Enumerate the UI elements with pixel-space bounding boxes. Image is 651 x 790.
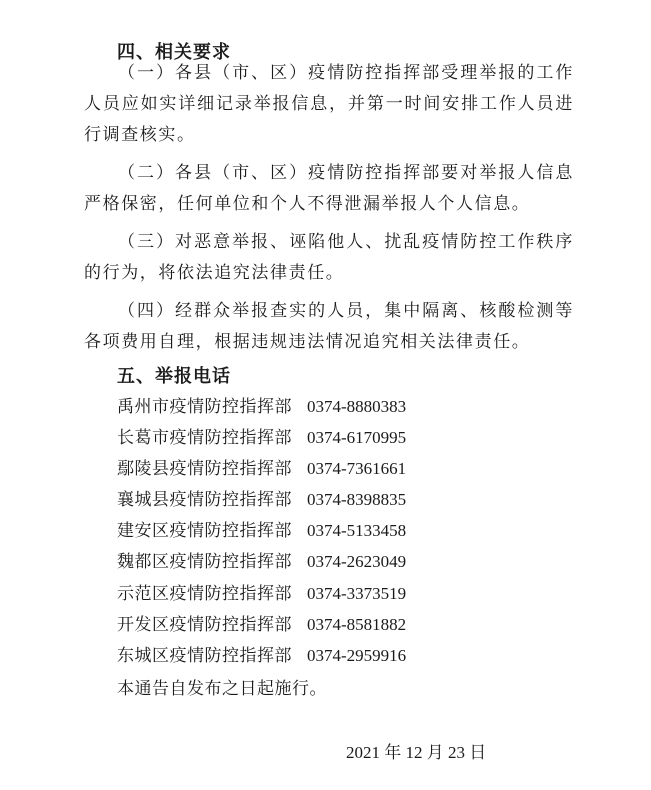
hotline-phone: 0374-6170995 <box>307 428 407 447</box>
hotline-row <box>117 487 406 513</box>
requirement-text-1: （一）各县（市、区）疫情防控指挥部受理举报的工作人员应如实详细记录举报信息，并第一时间安排工作人员进行调查核实。 <box>84 63 574 145</box>
hotline-org: 东城区疫情防控指挥部 <box>117 646 292 666</box>
requirement-paragraph-4 <box>84 296 574 358</box>
hotline-org: 禹州市疫情防控指挥部 <box>117 397 292 417</box>
hotline-org: 襄城县疫情防控指挥部 <box>117 490 292 510</box>
hotline-phone: 0374-2623049 <box>307 552 407 571</box>
requirement-text-3: （三）对恶意举报、诬陷他人、扰乱疫情防控工作秩序的行为，将依法追究法律责任。 <box>84 232 574 283</box>
hotline-row <box>117 456 406 482</box>
hotline-org: 长葛市疫情防控指挥部 <box>117 428 292 448</box>
hotline-phone: 0374-8398835 <box>307 490 407 509</box>
hotline-row <box>117 581 406 607</box>
hotline-row <box>117 549 406 575</box>
requirement-text-4: （四）经群众举报查实的人员，集中隔离、核酸检测等各项费用自理，根据违规违法情况追究相关法律责任。 <box>84 301 574 352</box>
hotline-row <box>117 425 406 451</box>
hotline-org: 鄢陵县疫情防控指挥部 <box>117 459 292 479</box>
section-5-heading: 五、举报电话 <box>117 366 231 387</box>
hotline-phone: 0374-3373519 <box>307 584 407 603</box>
closing-statement: 本通告自发布之日起施行。 <box>117 679 327 699</box>
hotline-row <box>117 612 406 638</box>
hotline-org: 建安区疫情防控指挥部 <box>117 521 292 541</box>
issue-date: 2021 年 12 月 23 日 <box>346 743 487 762</box>
hotline-row <box>117 518 406 544</box>
requirement-paragraph-2 <box>84 158 574 220</box>
requirement-paragraph-3 <box>84 227 574 289</box>
hotline-phone: 0374-8581882 <box>307 615 407 634</box>
hotline-phone: 0374-2959916 <box>307 646 407 665</box>
hotline-phone: 0374-5133458 <box>307 521 407 540</box>
requirement-text-2: （二）各县（市、区）疫情防控指挥部要对举报人信息严格保密，任何单位和个人不得泄漏举报人个人信息。 <box>84 163 574 214</box>
hotline-row <box>117 643 406 669</box>
hotline-phone: 0374-7361661 <box>307 459 407 478</box>
hotline-phone: 0374-8880383 <box>307 397 407 416</box>
hotline-org: 开发区疫情防控指挥部 <box>117 615 292 635</box>
requirement-paragraph-1 <box>84 58 574 151</box>
hotline-row <box>117 394 406 420</box>
hotline-org: 示范区疫情防控指挥部 <box>117 584 292 604</box>
section-4-heading: 四、相关要求 <box>117 42 231 63</box>
hotline-org: 魏都区疫情防控指挥部 <box>117 552 292 572</box>
